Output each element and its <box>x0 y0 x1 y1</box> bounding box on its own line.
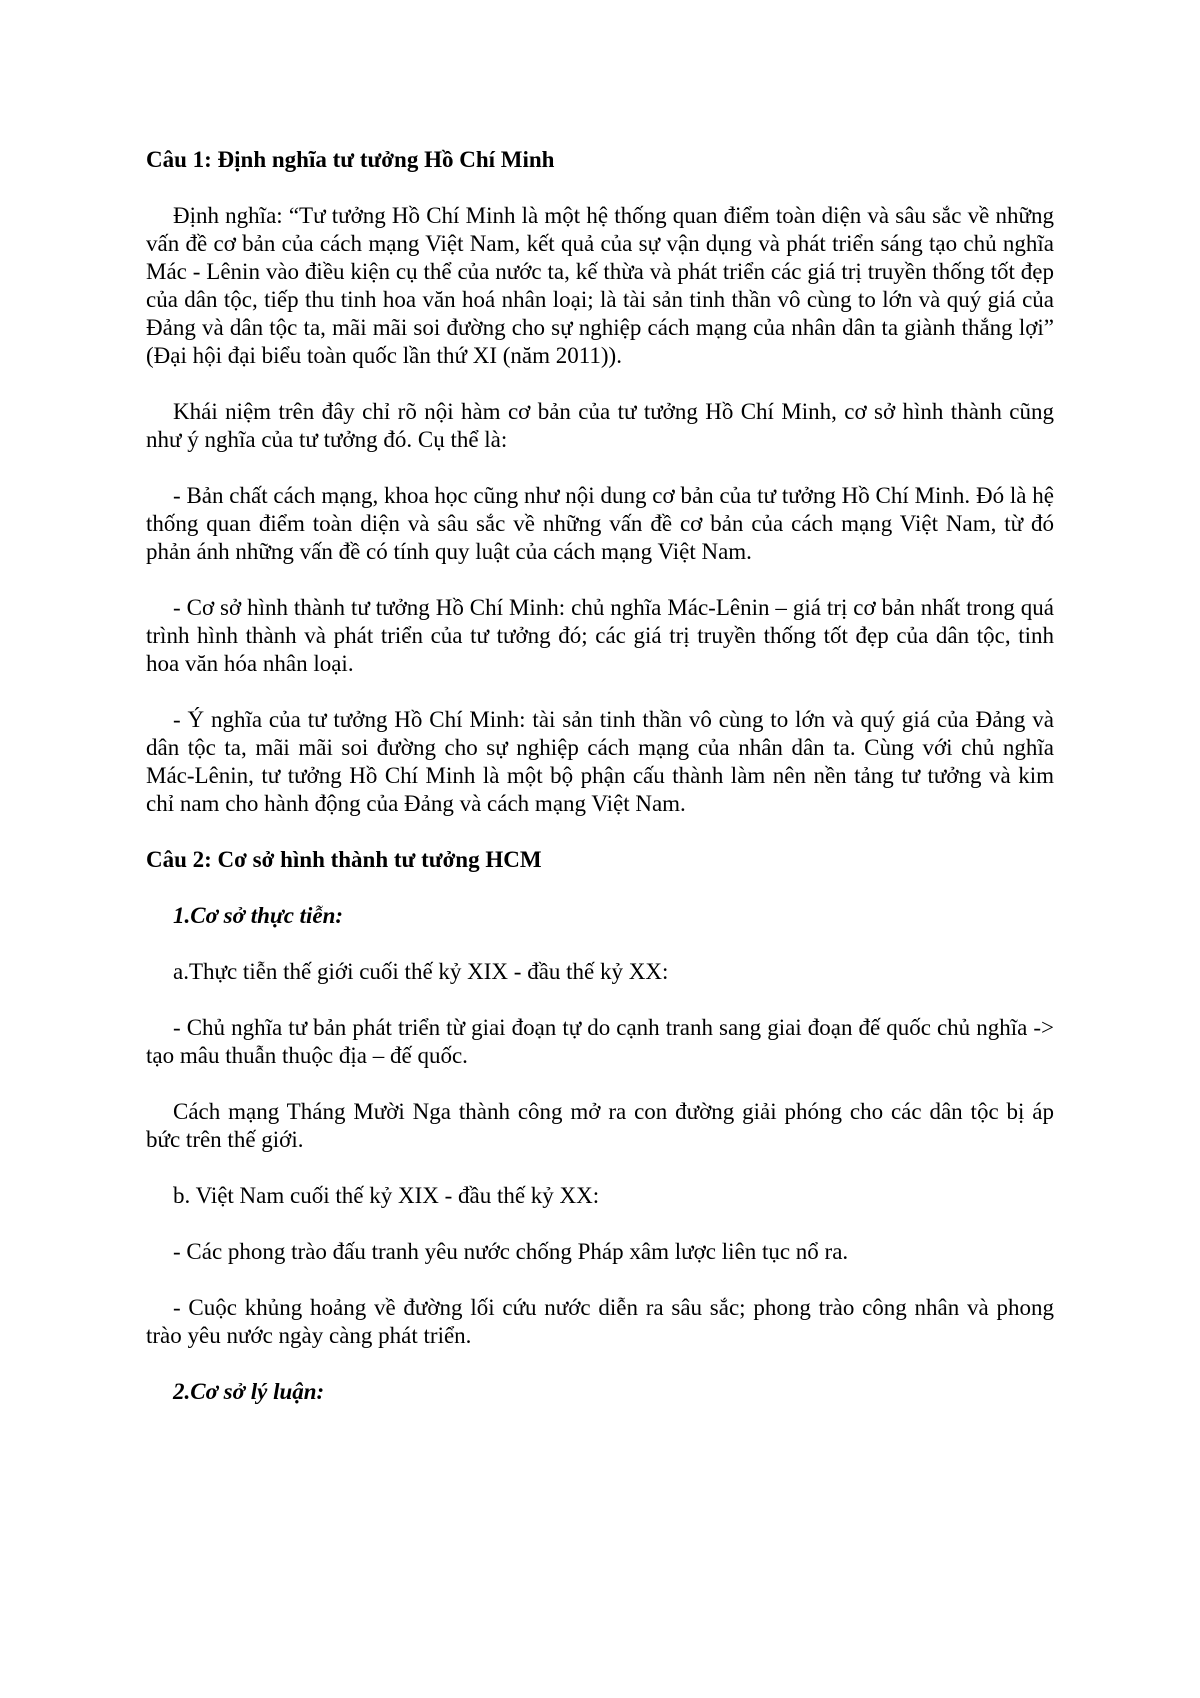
q1-meaning: - Ý nghĩa của tư tưởng Hồ Chí Minh: tài sản tinh thần vô cùng to lớn và quý giá của Đảng và dân tộc ta, mãi mãi soi đường cho sự nghiệp cách mạng của nhân dân ta. Cùng với chủ nghĩa Mác-Lênin, tư tưởng Hồ Chí Minh là một bộ phận cấu thành làm nên nền tảng tư tưởng và kim chỉ nam cho hành động của Đảng và cách mạng Việt Nam. <box>146 707 1054 816</box>
q2-world-p2: Cách mạng Tháng Mười Nga thành công mở ra con đường giải phóng cho các dân tộc bị áp bức trên thế giới. <box>146 1099 1054 1152</box>
q2-vn-heading: b. Việt Nam cuối thế kỷ XIX - đầu thế kỷ XX: <box>173 1183 600 1208</box>
document-page <box>146 146 1054 1434</box>
q1-basis: - Cơ sở hình thành tư tưởng Hồ Chí Minh: chủ nghĩa Mác-Lênin – giá trị cơ bản nhất trong quá trình hình thành và phát triển của tư tưởng đó; các giá trị truyền thống tốt đẹp của dân tộc, tinh hoa văn hóa nhân loại. <box>146 595 1054 676</box>
q2-world-heading: a.Thực tiễn thế giới cuối thế kỷ XIX - đầu thế kỷ XX: <box>173 959 669 984</box>
q2-vn-p2: - Cuộc khủng hoảng về đường lối cứu nước diễn ra sâu sắc; phong trào công nhân và phong trào yêu nước ngày càng phát triển. <box>146 1295 1054 1348</box>
q1-concept: Khái niệm trên đây chỉ rõ nội hàm cơ bản của tư tưởng Hồ Chí Minh, cơ sở hình thành cũng như ý nghĩa của tư tưởng đó. Cụ thể là: <box>146 399 1054 452</box>
q2-practical-heading: 1.Cơ sở thực tiễn: <box>173 903 344 928</box>
q1-title: Câu 1: Định nghĩa tư tưởng Hồ Chí Minh <box>146 147 555 172</box>
q1-definition: Định nghĩa: “Tư tưởng Hồ Chí Minh là một hệ thống quan điểm toàn diện và sâu sắc về những vấn đề cơ bản của cách mạng Việt Nam, kết quả của sự vận dụng và phát triển sáng tạo chủ nghĩa Mác - Lênin vào điều kiện cụ thể của nước ta, kế thừa và phát triển các giá trị truyền thống tốt đẹp của dân tộc, tiếp thu tinh hoa văn hoá nhân loại; là tài sản tinh thần vô cùng to lớn và quý giá của Đảng và dân tộc ta, mãi mãi soi đường cho sự nghiệp cách mạng của nhân dân ta giành thắng lợi” (Đại hội đại biểu toàn quốc lần thứ XI (năm 2011)). <box>146 203 1054 368</box>
q2-world-p1: - Chủ nghĩa tư bản phát triển từ giai đoạn tự do cạnh tranh sang giai đoạn đế quốc chủ nghĩa -> tạo mâu thuẫn thuộc địa – đế quốc. <box>146 1015 1054 1068</box>
q2-vn-p1: - Các phong trào đấu tranh yêu nước chống Pháp xâm lược liên tục nổ ra. <box>173 1239 849 1264</box>
q2-title: Câu 2: Cơ sở hình thành tư tưởng HCM <box>146 847 542 872</box>
q1-nature: - Bản chất cách mạng, khoa học cũng như nội dung cơ bản của tư tưởng Hồ Chí Minh. Đó là hệ thống quan điểm toàn diện và sâu sắc về những vấn đề cơ bản của cách mạng Việt Nam, từ đó phản ánh những vấn đề có tính quy luật của cách mạng Việt Nam. <box>146 483 1054 564</box>
q2-theory-heading: 2.Cơ sở lý luận: <box>173 1379 325 1404</box>
